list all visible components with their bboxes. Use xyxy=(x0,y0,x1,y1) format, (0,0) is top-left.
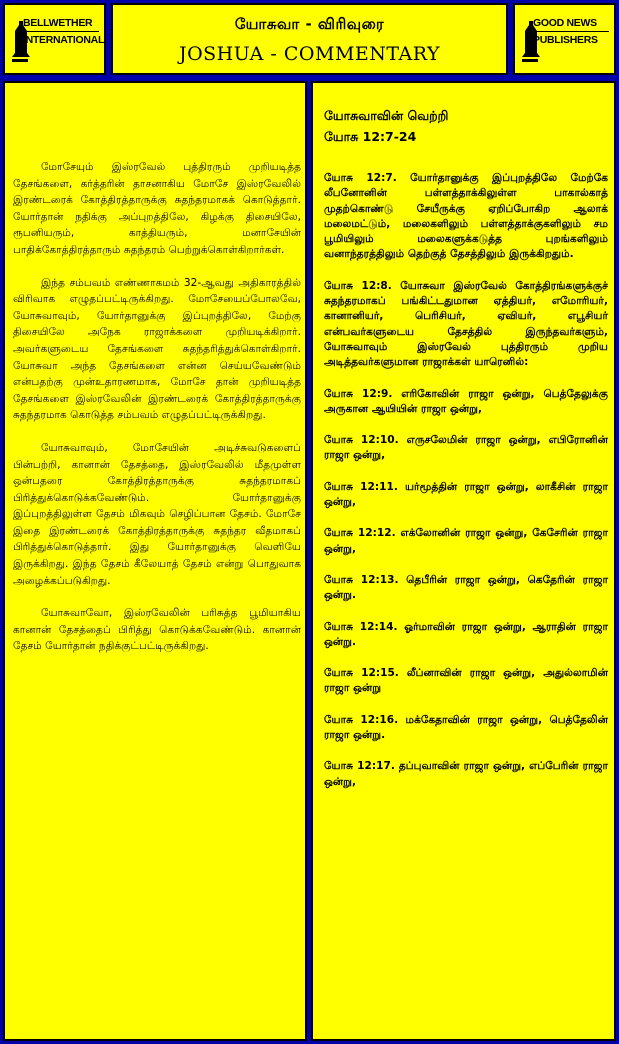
commentary-paragraph: யோசுவாவோ, இஸ்ரவேலின் பரிசுத்த பூமியாகிய கானான் தேசத்தைப் பிரித்து கொடுக்கவேண்டும். கானான் தேசம் யோர்தான் நதிக்குட்பட்டிருக்கிறது. xyxy=(13,607,301,653)
commentary-column xyxy=(3,81,307,1041)
page-title-tamil: யோசுவா - விரிவுரை xyxy=(234,15,385,33)
scripture-heading xyxy=(324,105,608,147)
scripture-heading-title: யோசுவாவின் வெற்றி xyxy=(324,108,449,123)
verse-paragraph: யோசு 12:14. ஓர்மாவின் ராஜா ஒன்று, ஆராதின் ராஜா ஒன்று. xyxy=(324,620,608,648)
commentary-paragraph: இந்த சம்பவம் எண்ணாகமம் 32-ஆவது அதிகாரத்தில் விரிவாக எழுதப்பட்டிருக்கிறது. மோசேயைப்போலவே, யோசுவாவும், யோர்தானுக்கு இப்புறத்திலே, மேற்கு திசையிலே அநேக ராஜாக்களை முறியடிக்கிறார். அவர்களுடைய தேசங்களை சுதந்தரித்துக்கொள்கிறார். யோசுவா அந்த தேசங்களை என்ன செய்யவேண்டும் என்பதற்கு முன்உதாரணமாக, மோசே தான் முறியடித்த தேசங்களை இஸ்ரவேலின் இரண்டரைக் கோத்திரத்தாருக்கு சுதந்தரமாக கொடுத்த சம்பவம் எழுதப்பட்டிருக்கிறது. xyxy=(13,276,301,422)
good-news-logo-text xyxy=(533,15,613,48)
verse-paragraph: யோசு 12:10. எருசலேமின் ராஜா ஒன்று, எபிரோனின் ராஜா ஒன்று, xyxy=(324,434,608,462)
commentary-paragraph: யோசுவாவும், மோசேயின் அடிச்சுவடுகளைப் பின்பற்றி, கானான் தேசத்தை, இஸ்ரவேலில் மீதமுள்ள ஒன்பதரை கோத்திரத்தாருக்கு சுதந்தரமாகப் பிரித்துக்கொடுக்கவேண்டும். யோர்தானுக்கு இப்புறத்திலுள்ள தேசம் மிகவும் செழிப்பான தேசம். மோசே இதை இரண்டரைக் கோத்திரத்தாருக்கு சுதந்தர வீதமாகப் பிரித்துக்கொடுத்தார். இது யோர்தானுக்கு வெளியே இருக்கிறது. இந்த தேசம் கீலேயாத் தேசம் என்று பொதுவாக அழைக்கப்படுகிறது. xyxy=(13,441,301,587)
logo-line-international: INTERNATIONAL xyxy=(23,34,105,46)
commentary-paragraph: மோசேயும் இஸ்ரவேல் புத்திரரும் முறியடித்த தேசங்களை, கர்த்தரின் தாசனாகிய மோசே இஸ்ரவேலில் இரண்டரைக் கோத்திரத்தாருக்கு சுதந்தரமாகக் கொடுத்தார். யோர்தான் நதிக்கு அப்புறத்திலே, கிழக்கு திசையிலே, ரூபனியரும், காத்தியரும், மனாசேயின் பாதிக்கோத்திரத்தாரும் சுதந்தரம் பெற்றுக்கொள்கிறார்கள். xyxy=(13,161,301,256)
verse-paragraph: யோசு 12:16. மக்கேதாவின் ராஜா ஒன்று, பெத்தேலின் ராஜா ஒன்று. xyxy=(324,713,608,742)
verse-paragraph: யோசு 12:15. லீப்னாவின் ராஜா ஒன்று, அதுல்லாமின் ராஜா ஒன்று xyxy=(324,667,608,695)
bellwether-logo-panel xyxy=(3,3,106,75)
verse-paragraph: யோசு 12:11. யர்மூத்தின் ராஜா ஒன்று, லாகீசின் ராஜா ஒன்று, xyxy=(324,480,608,509)
scripture-column xyxy=(311,81,616,1041)
verse-paragraph: யோசு 12:7. யோர்தானுக்கு இப்புறத்திலே மேற்கே லீபனோனின் பள்ளத்தாக்கிலுள்ள பாகால்காத் முதற்கொண்டு சேயீருக்கு ஏறிப்போகிற ஆலாக் மலைமட்டும், மலைகளிலும் பள்ளத்தாக்குகளிலும் சம பூமியிலும் மலைகளுக்கடுத்த புறங்களிலும் வனாந்தரத்திலும் தெற்குத் தேசத்திலும் இருக்கிறதும். xyxy=(324,172,608,261)
verse-paragraph: யோசு 12:13. தெபீரின் ராஜா ஒன்று, கெதேரின் ராஜா ஒன்று. xyxy=(324,573,608,602)
verse-paragraph: யோசு 12:8. யோசுவா இஸ்ரவேல் கோத்திரங்களுக்குச் சுதந்தரமாகப் பங்கிட்டதுமான ஏத்தியர், எமோரியர், கானானியர், பெரிசியர், ஏவியர், எபூசியர் என்பவர்களுடைய தேசத்தில் இருந்தவர்களும், யோசுவாவும் இஸ்ரவேல் புத்திரரும் முறிய அடித்தவர்களுமான ராஜாக்கள் யாரெனில்: xyxy=(324,279,608,369)
page-title-english: JOSHUA - COMMENTARY xyxy=(178,43,441,65)
scripture-text xyxy=(324,105,608,806)
bellwether-logo-text xyxy=(23,15,103,48)
verse-paragraph: யோசு 12:12. எக்லோனின் ராஜா ஒன்று, கேசேரின் ராஜா ஒன்று, xyxy=(324,527,608,555)
commentary-text xyxy=(13,159,301,671)
logo-line-bellwether: BELLWETHER xyxy=(23,15,99,32)
verse-paragraph: யோசு 12:17. தப்புவாவின் ராஜா ஒன்று, எப்பேரின் ராஜா ஒன்று, xyxy=(324,760,608,788)
logo-line-publishers: PUBLISHERS xyxy=(533,34,598,46)
scripture-heading-reference: யோசு 12:7-24 xyxy=(324,129,417,144)
verse-paragraph: யோசு 12:9. எரிகோவின் ராஜா ஒன்று, பெத்தேலுக்கு அருகான ஆயியின் ராஜா ஒன்று, xyxy=(324,387,608,415)
logo-line-good-news: GOOD NEWS xyxy=(533,15,609,32)
title-panel xyxy=(111,3,508,75)
good-news-logo-panel xyxy=(513,3,616,75)
